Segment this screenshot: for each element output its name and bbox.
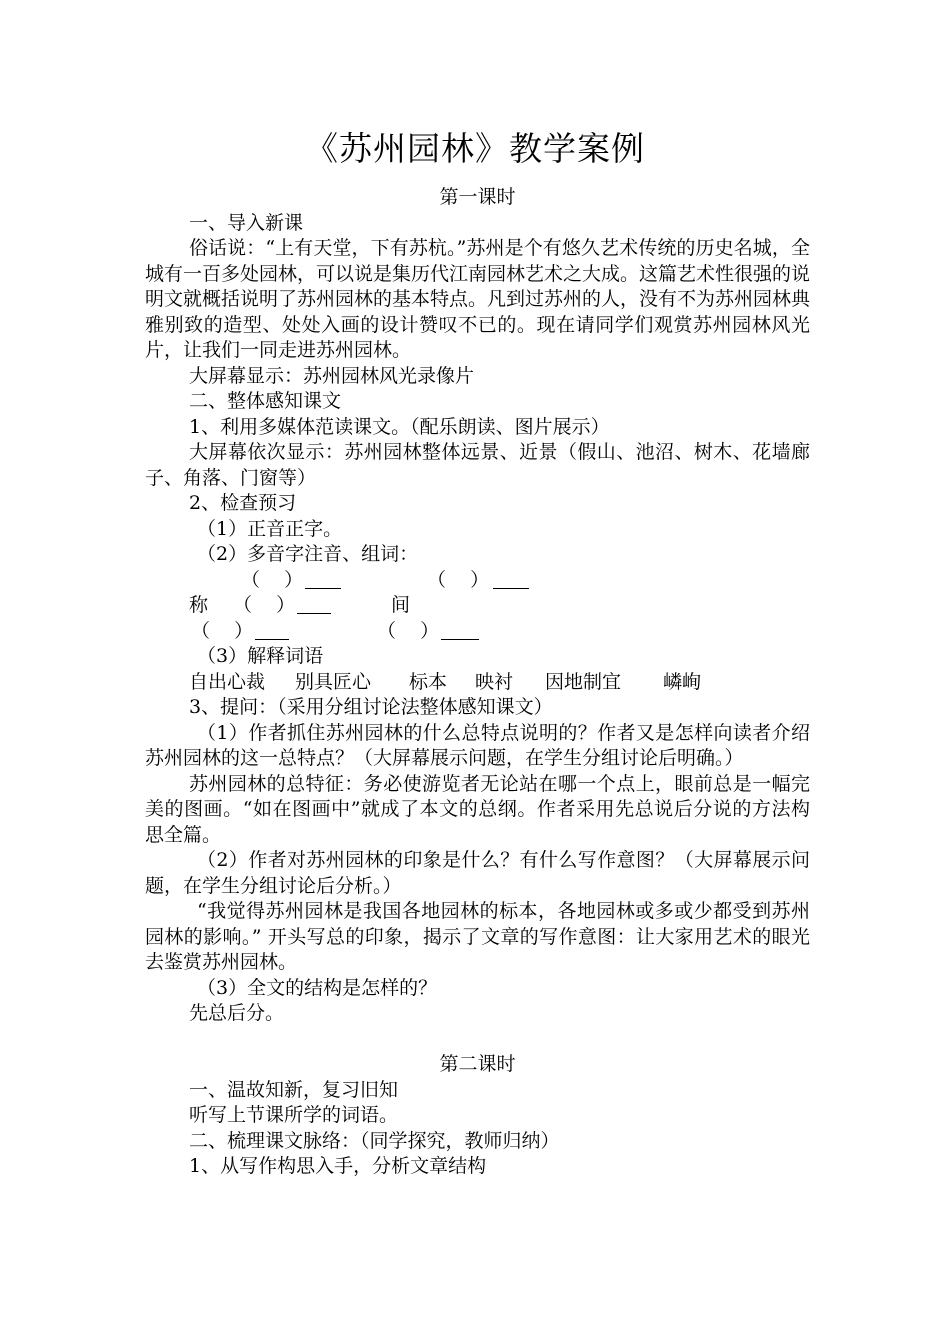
word-blank — [441, 621, 479, 648]
section-heading-overview: 二、整体感知课文 — [189, 390, 342, 412]
pinyin-slot: （ ） — [191, 619, 254, 642]
question-1: （1）作者抓住苏州园林的什么总特点说明的？作者又是怎样向读者介绍苏州园林的这一总特点？（大屏幕展示问题，在学生分组讨论后明确。） — [145, 721, 810, 769]
document-title: 《苏州园林》教学案例 — [305, 129, 645, 168]
subitem-polyphonic: （2）多音字注音、组词： — [197, 543, 419, 565]
screen-display-note: 大屏幕显示：苏州园林风光录像片 — [189, 364, 475, 387]
review-dictation: 听写上节课所学的词语。 — [189, 1104, 399, 1126]
polyphonic-row-2 — [145, 593, 810, 619]
question-3: （3）全文的结构是怎样的？ — [197, 976, 438, 999]
vocab-word: 别具匠心 — [295, 670, 372, 693]
section-heading-intro: 一、导入新课 — [189, 211, 304, 234]
vocab-list — [145, 670, 810, 696]
vocab-word: 因地制宜 — [545, 670, 622, 693]
pinyin-slot: （ ） — [241, 568, 304, 591]
word-blank — [255, 621, 289, 648]
answer-1: 苏州园林的总特征：务必使游览者无论站在哪一个点上，眼前总是一幅完美的图画。“如在图画中”就成了本文的总纲。作者采用先总说后分说的方法构思全篇。 — [145, 772, 810, 846]
document-body — [145, 185, 810, 1180]
subitem-vocab-explain: （3）解释词语 — [197, 645, 324, 667]
subitem-pronunciation: （1）正音正字。 — [197, 517, 343, 540]
item-read-aloud: 1、利用多媒体范读课文。（配乐朗读、图片展示） — [189, 415, 610, 438]
lesson-spacer — [145, 1027, 810, 1053]
item-structure-analysis: 1、从写作构思入手，分析文章结构 — [189, 1155, 487, 1177]
section-heading-structure: 二、梳理课文脉络：（同学探究，教师归纳） — [189, 1129, 560, 1152]
polyphonic-row-1 — [145, 568, 810, 594]
pinyin-slot: （ ） — [427, 568, 490, 591]
vocab-word: 自出心裁 — [189, 670, 266, 693]
pinyin-slot: （ ） — [233, 594, 296, 616]
intro-paragraph: 俗话说：“上有天堂，下有苏杭。”苏州是个有悠久艺术传统的历史名城，全城有一百多处园林，可以说是集历代江南园林艺术之大成。这篇艺术性很强的说明文就概括说明了苏州园林的基本特点。凡到过苏州的人，没有不为苏州园林典雅别致的造型、处处入画的设计赞叹不已的。现在请同学们观赏苏州园林风光片，让我们一同走进苏州园林。 — [145, 237, 811, 361]
vocab-word: 标本 — [409, 670, 448, 693]
screen-sequence-note: 大屏幕依次显示：苏州园林整体远景、近景（假山、池沼、树木、花墙廊子、角落、门窗等） — [145, 441, 810, 489]
polyphonic-row-3 — [145, 619, 810, 645]
vocab-word: 嶙峋 — [663, 670, 702, 693]
polyphonic-char: 间 — [391, 594, 411, 616]
answer-3: 先总后分。 — [189, 1002, 285, 1024]
answer-2: “我觉得苏州园林是我国各地园林的标本，各地园林或多或少都受到苏州园林的影响。” 开头写总的印象，揭示了文章的写作意图：让大家用艺术的眼光去鉴赏苏州园林。 — [145, 900, 810, 973]
item-check-preview: 2、检查预习 — [189, 492, 297, 514]
lesson1-heading: 第一课时 — [439, 186, 516, 208]
vocab-word: 映衬 — [475, 670, 514, 693]
question-2: （2）作者对苏州园林的印象是什么？有什么写作意图？（大屏幕展示问题，在学生分组讨论后分析。） — [145, 849, 810, 897]
pinyin-slot: （ ） — [377, 619, 440, 642]
lesson2-heading: 第二课时 — [439, 1053, 516, 1075]
section-heading-review: 一、温故知新，复习旧知 — [189, 1078, 399, 1101]
polyphonic-char: 称 — [189, 594, 209, 616]
item-questions: 3、提问：（采用分组讨论法整体感知课文） — [189, 696, 553, 718]
